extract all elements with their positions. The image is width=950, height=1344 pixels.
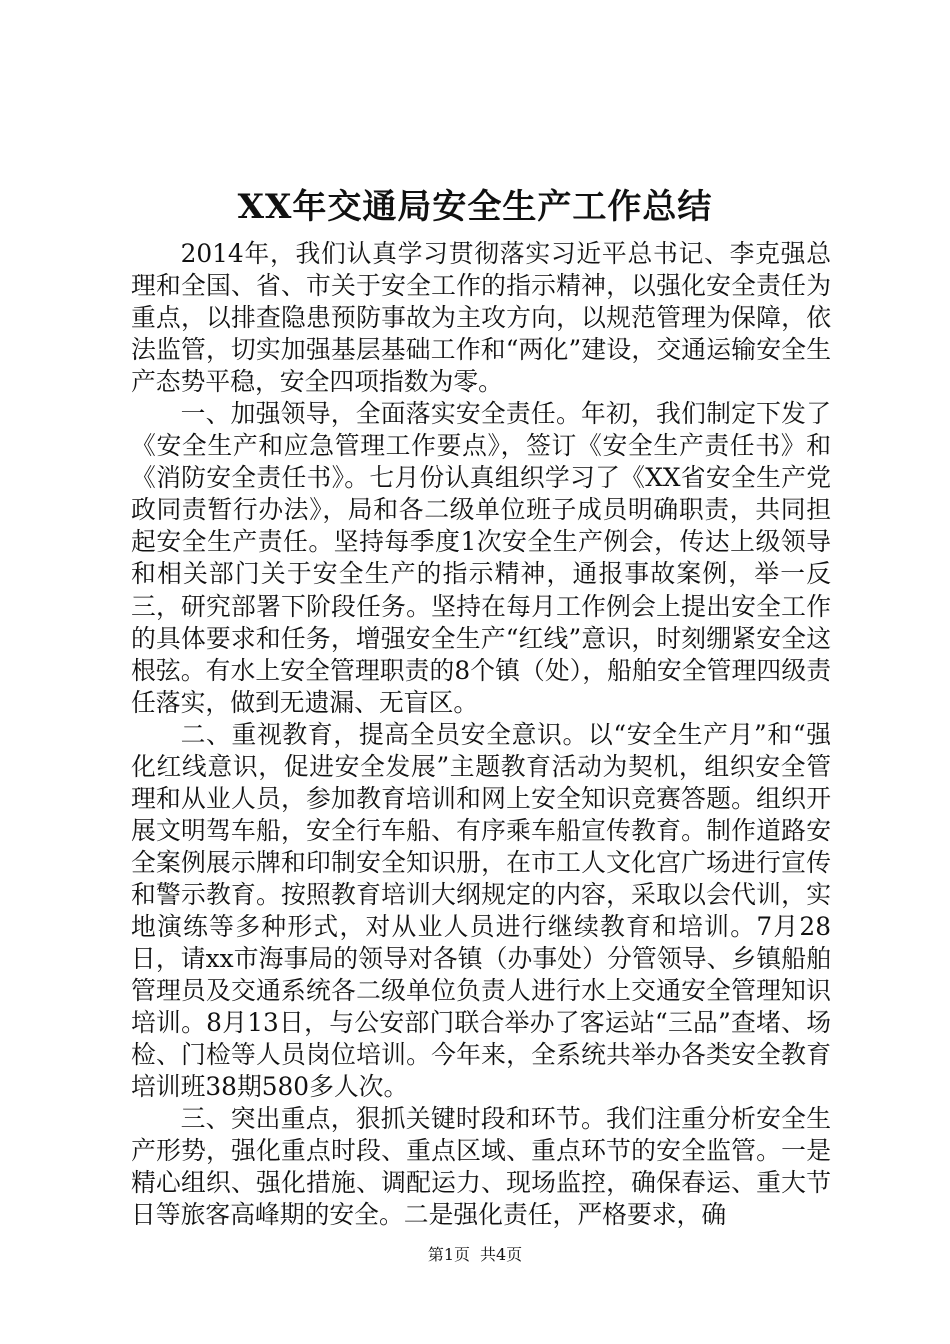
document-body [131,238,831,1231]
paragraph-section-3: 三、突出重点，狠抓关键时段和环节。我们注重分析安全生产形势，强化重点时段、重点区域、重点环节的安全监管。一是精心组织、强化措施、调配运力、现场监控，确保春运、重大节日等旅客高峰期的安全。二是强化责任，严格要求，确 [131,1104,831,1230]
paragraph-section-1: 一、加强领导，全面落实安全责任。年初，我们制定下发了《安全生产和应急管理工作要点》，签订《安全生产责任书》和《消防安全责任书》。七月份认真组织学习了《XX省安全生产党政同责暂行办法》，局和各二级单位班子成员明确职责，共同担起安全生产责任。坚持每季度1次安全生产例会，传达上级领导和相关部门关于安全生产的指示精神，通报事故案例，举一反三，研究部署下阶段任务。坚持在每月工作例会上提出安全工作的具体要求和任务，增强安全生产“红线”意识，时刻绷紧安全这根弦。有水上安全管理职责的8个镇（处），船舶安全管理四级责任落实，做到无遗漏、无盲区。 [131,399,831,717]
document-title: XX年交通局安全生产工作总结 [237,187,713,227]
page-footer [0,1244,950,1266]
paragraph-intro: 2014年，我们认真学习贯彻落实习近平总书记、李克强总理和全国、省、市关于安全工作的指示精神，以强化安全责任为重点，以排查隐患预防事故为主攻方向，以规范管理为保障，依法监管，切实加强基层基础工作和“两化”建设，交通运输安全生产态势平稳，安全四项指数为零。 [131,239,831,397]
paragraph-section-2: 二、重视教育，提高全员安全意识。以“安全生产月”和“强化红线意识，促进安全发展”主题教育活动为契机，组织安全管理和从业人员，参加教育培训和网上安全知识竞赛答题。组织开展文明驾车船，安全行车船、有序乘车船宣传教育。制作道路安全案例展示牌和印制安全知识册，在市工人文化宫广场进行宣传和警示教育。按照教育培训大纲规定的内容，采取以会代训，实地演练等多种形式，对从业人员进行继续教育和培训。7月28日，请xx市海事局的领导对各镇（办事处）分管领导、乡镇船舶管理员及交通系统各二级单位负责人进行水上交通安全管理知识培训。8月13日，与公安部门联合举办了客运站“三品”查堵、场检、门检等人员岗位培训。今年来，全系统共举办各类安全教育培训班38期580多人次。 [131,719,831,1102]
page-number: 第1页 [427,1245,470,1264]
page-total: 共4页 [480,1245,523,1264]
